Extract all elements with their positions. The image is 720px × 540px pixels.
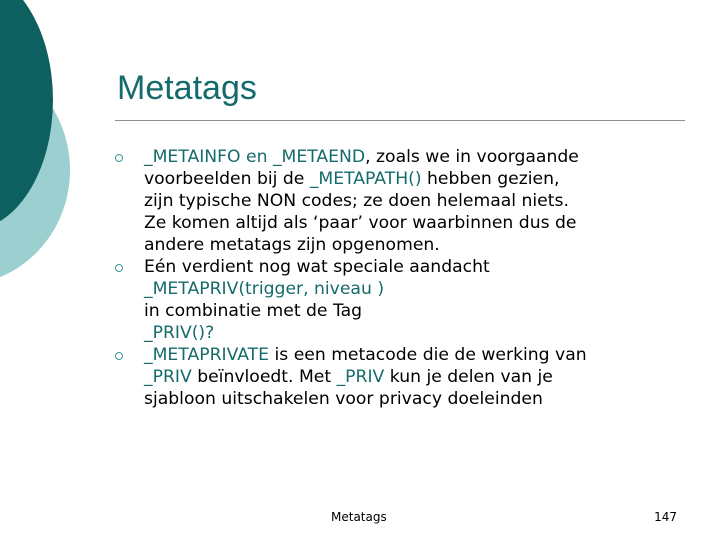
code-term: _METAPRIV(trigger, niveau ) bbox=[144, 279, 385, 299]
bullet-line bbox=[144, 212, 695, 234]
code-term: _PRIV bbox=[144, 367, 192, 387]
text-segment: andere metatags zijn opgenomen. bbox=[144, 235, 440, 255]
bullet-line bbox=[144, 146, 695, 168]
text-segment: hebben gezien, bbox=[421, 169, 560, 189]
bullet-item bbox=[115, 256, 695, 344]
bullet-line bbox=[144, 168, 695, 190]
bullet-line bbox=[144, 278, 695, 300]
bullet-line bbox=[144, 256, 695, 278]
footer-label: Metatags bbox=[331, 510, 387, 524]
text-segment: is een metacode die de werking van bbox=[269, 345, 587, 365]
text-segment: zijn typische NON codes; ze doen helemaal niets. bbox=[144, 191, 569, 211]
code-term: _METAPATH() bbox=[309, 169, 422, 189]
text-segment: sjabloon uitschakelen voor privacy doeleinden bbox=[144, 389, 543, 409]
bullet-line bbox=[144, 190, 695, 212]
code-term: _PRIV bbox=[336, 367, 385, 387]
text-segment: Eén verdient nog wat speciale aandacht bbox=[144, 257, 490, 277]
bullet-line bbox=[144, 344, 695, 366]
bullet-line bbox=[144, 300, 695, 322]
bullet-line bbox=[144, 322, 695, 344]
bullet-circle-icon bbox=[115, 352, 123, 360]
decorative-circles bbox=[0, 0, 80, 300]
text-segment: kun je delen van je bbox=[384, 367, 553, 387]
bullet-item bbox=[115, 344, 695, 410]
bullet-line bbox=[144, 234, 695, 256]
bullet-circle-icon bbox=[115, 154, 123, 162]
text-segment: voorbeelden bij de bbox=[144, 169, 310, 189]
code-term: _METAPRIVATE bbox=[144, 345, 270, 365]
code-term: _PRIV()? bbox=[144, 323, 215, 343]
bullet-item bbox=[115, 146, 695, 256]
bullet-list bbox=[115, 146, 695, 410]
code-term: _METAINFO en _METAEND bbox=[144, 147, 366, 167]
slide-title: Metatags bbox=[117, 69, 257, 107]
page-number: 147 bbox=[654, 510, 677, 524]
text-segment: in combinatie met de Tag bbox=[144, 301, 363, 321]
decorative-circles-graphic bbox=[0, 0, 80, 300]
text-segment: , zoals we in voorgaande bbox=[365, 147, 579, 167]
text-segment: Ze komen altijd als ‘paar’ voor waarbinnen dus de bbox=[144, 213, 577, 233]
text-segment: beïnvloedt. Met bbox=[191, 367, 337, 387]
title-divider bbox=[115, 120, 685, 121]
bullet-circle-icon bbox=[115, 264, 123, 272]
bullet-line bbox=[144, 366, 695, 388]
bullet-line bbox=[144, 388, 695, 410]
